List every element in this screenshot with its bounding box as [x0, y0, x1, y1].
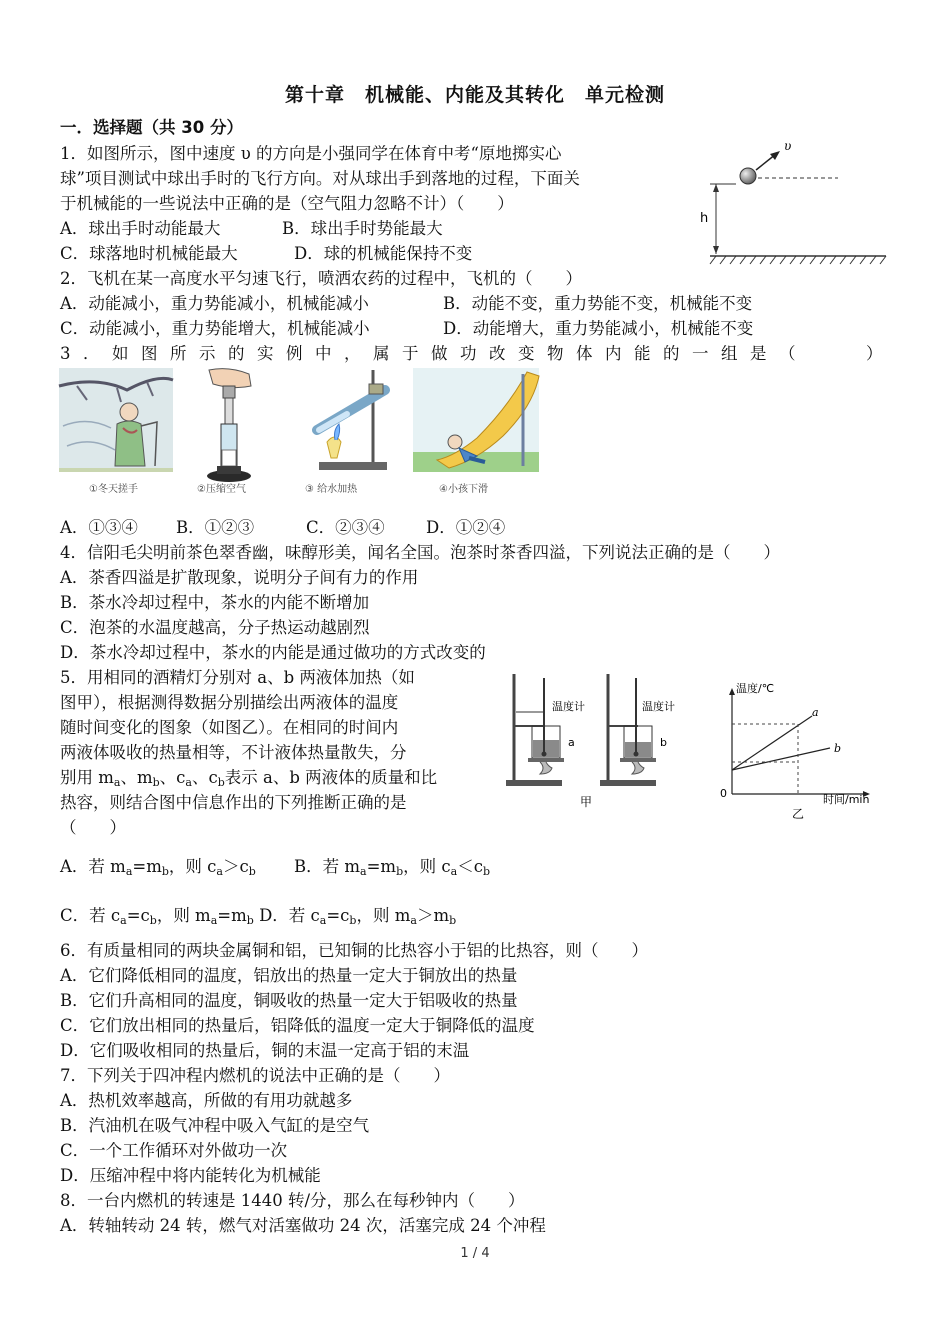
q1-line-1: 1．如图所示，图中速度 υ 的方向是小强同学在体育中考“原地掷实心	[60, 144, 562, 163]
q2-option-d: D．动能增大，重力势能减小，机械能不变	[443, 319, 754, 338]
q3-caption-3: ③ 给水加热	[305, 484, 358, 495]
q5-apparatus-figure	[500, 668, 700, 816]
q4-option-d: D．茶水冷却过程中，茶水的内能是通过做功的方式改变的	[60, 643, 486, 662]
q3-figure-3	[317, 370, 387, 470]
q1-line-2: 球”项目测试中球出手时的飞行方向。对从球出手到落地的过程，下面关	[60, 169, 580, 188]
section-heading: 一．选择题（共 30 分）	[60, 118, 243, 137]
page-title: 第十章 机械能、内能及其转化 单元检测	[284, 84, 665, 106]
q1-options-row-2	[60, 243, 472, 265]
q3-option-b: B．①②③	[176, 518, 255, 537]
q2-options-row-2	[60, 318, 753, 340]
q7-option-b: B．汽油机在吸气冲程中吸入气缸的是空气	[60, 1116, 370, 1135]
q5-option-a: A．若 $m_a=m_b$，则 $c_a>c_b$	[60, 857, 256, 878]
q5-apparatus-b	[600, 674, 675, 786]
q7-option-d: D．压缩冲程中将内能转化为机械能	[60, 1166, 321, 1185]
q5-apparatus-a	[506, 674, 585, 786]
q3-figures	[57, 366, 547, 502]
height-label: h	[700, 211, 709, 226]
chart-y-axis-label: 温度/℃	[736, 682, 775, 695]
q5-options-cd	[60, 905, 456, 932]
q3-caption-2: ②压缩空气	[197, 484, 246, 495]
q2-option-c: C．动能减小，重力势能增大，机械能减小	[60, 319, 370, 338]
q8-stem: 8．一台内燃机的转速是 1440 转/分，那么在每秒钟内（ ）	[60, 1191, 525, 1210]
q4-option-b: B．茶水冷却过程中，茶水的内能不断增加	[60, 593, 370, 612]
q5-line-1: 5．用相同的酒精灯分别对 a、b 两液体加热（如	[60, 668, 415, 687]
chart-x-axis-label: 时间/min	[823, 793, 870, 806]
q5-line-7: （ ）	[60, 818, 126, 837]
q5-line-6: 热容，则结合图中信息作出的下列推断正确的是	[60, 793, 407, 812]
q1-option-a: A．球出手时动能最大	[60, 219, 221, 238]
q5-line-4: 两液体吸收的热量相等，不计液体热量散失，分	[60, 743, 407, 762]
q1-option-d: D．球的机械能保持不变	[294, 244, 473, 263]
q4-option-a: A．茶香四溢是扩散现象，说明分子间有力的作用	[60, 568, 419, 587]
velocity-arrow-icon	[770, 151, 780, 160]
q4-stem: 4．信阳毛尖明前茶色翠香幽，味醇形美，闻名全国。泡茶时茶香四溢，下列说法正确的是（ ）	[60, 543, 780, 562]
q5-option-d: D．若 $c_a=c_b$，则 $m_a>m_b$	[259, 906, 457, 927]
q3-figure-2	[207, 369, 251, 482]
q5-option-c: C．若 $c_a=c_b$，则 $m_a=m_b$	[60, 906, 254, 927]
q6-stem: 6．有质量相同的两块金属铜和铝，已知铜的比热容小于铝的比热容，则（ ）	[60, 941, 648, 960]
q1-line-3: 于机械能的一些说法中正确的是（空气阻力忽略不计）（ ）	[60, 194, 514, 213]
q3-caption-4: ④小孩下滑	[439, 484, 488, 495]
q5-temperature-chart	[708, 676, 908, 822]
q5-line-3: 随时间变化的图象（如图乙）。在相同的时间内	[60, 718, 399, 737]
figure-jia-label: 甲	[580, 795, 593, 809]
q1-ball-figure	[696, 138, 896, 266]
liquid-label-b: b	[660, 736, 667, 749]
thermometer-label-a: 温度计	[552, 700, 585, 713]
q7-option-c: C．一个工作循环对外做功一次	[60, 1141, 288, 1160]
q5-options-ab	[60, 856, 490, 883]
q3-figure-1	[59, 368, 173, 472]
q3-stem: 3．如图所示的实例中，属于做功改变物体内能的一组是（ ）	[60, 344, 895, 363]
q7-stem: 7．下列关于四冲程内燃机的说法中正确的是（ ）	[60, 1066, 450, 1085]
q3-figure-4	[413, 368, 539, 472]
q1-options-row-1	[60, 218, 443, 240]
q6-option-c: C．它们放出相同的热量后，铝降低的温度一定大于铜降低的温度	[60, 1016, 535, 1035]
q3-option-c: C．②③④	[306, 518, 385, 537]
q6-option-b: B．它们升高相同的温度，铜吸收的热量一定大于铝吸收的热量	[60, 991, 518, 1010]
q6-option-a: A．它们降低相同的温度，铝放出的热量一定大于铜放出的热量	[60, 966, 518, 985]
q2-option-b: B．动能不变，重力势能不变，机械能不变	[443, 294, 753, 313]
q3-option-a: A．①③④	[60, 518, 138, 537]
q1-option-c: C．球落地时机械能最大	[60, 244, 238, 263]
liquid-label-a: a	[568, 736, 575, 749]
thermometer-label-b: 温度计	[642, 700, 675, 713]
page-number: 1 / 4	[460, 1246, 490, 1261]
q5-line-5: 别用 $m_a$、$m_b$、$c_a$、$c_b$表示 a、b 两液体的质量和比	[60, 768, 438, 789]
velocity-label: υ	[784, 139, 792, 153]
q5-option-b: B．若 $m_a=m_b$，则 $c_a<c_b$	[294, 857, 490, 878]
q3-option-d: D．①②④	[426, 518, 506, 537]
q6-option-d: D．它们吸收相同的热量后，铜的末温一定高于铝的末温	[60, 1041, 470, 1060]
q5-line-2: 图甲），根据测得数据分别描绘出两液体的温度	[60, 693, 399, 712]
line-b-label: b	[834, 742, 842, 755]
ball-icon	[740, 168, 756, 184]
q2-option-a: A．动能减小，重力势能减小，机械能减小	[60, 294, 369, 313]
q2-options-row-1	[60, 293, 752, 315]
q7-option-a: A．热机效率越高，所做的有用功就越多	[60, 1091, 353, 1110]
q8-option-a: A．转轴转动 24 转，燃气对活塞做功 24 次，活塞完成 24 个冲程	[60, 1216, 546, 1235]
q1-option-b: B．球出手时势能最大	[282, 219, 443, 238]
line-a-label: a	[812, 706, 819, 719]
q3-options	[60, 517, 505, 539]
line-b	[732, 748, 830, 770]
figure-yi-label: 乙	[792, 807, 805, 821]
chart-origin-label: 0	[720, 787, 727, 800]
q3-caption-1: ①冬天搓手	[89, 484, 138, 495]
q4-option-c: C．泡茶的水温度越高，分子热运动越剧烈	[60, 618, 370, 637]
q2-stem: 2．飞机在某一高度水平匀速飞行，喷洒农药的过程中，飞机的（ ）	[60, 269, 582, 288]
